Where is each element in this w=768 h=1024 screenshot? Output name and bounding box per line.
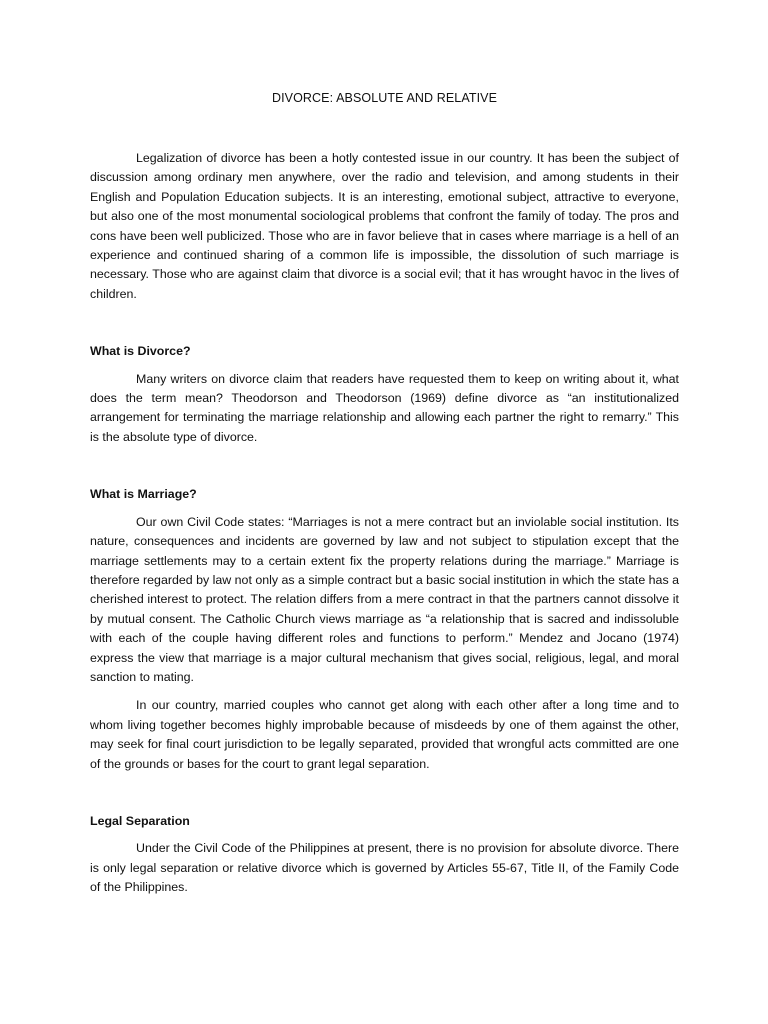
legal-separation-paragraph: Under the Civil Code of the Philippines at present, there is no provision for absolute divorce. There is only legal separation or relative divorce which is governed by Articles 55-67, Title II, of the Family Code of the Philippines.: [90, 841, 679, 895]
intro-paragraph: Legalization of divorce has been a hotly contested issue in our country. It has been the subject of discussion among ordinary men anywhere, over the radio and television, and among students in their English and Population Education subjects. It is an interesting, emotional subject, attractive to everyone, but also one of the most monumental sociological problems that confront the family of today. The pros and cons have been well publicized. Those who are in favor believe that in cases where marriage is a hell of an experience and continued sharing of a common life is impossible, the dissolution of such marriage is necessary. Those who are against claim that divorce is a social evil; that it has wrought havoc in the lives of children.: [90, 151, 679, 301]
marriage-civil-code-paragraph: Our own Civil Code states: “Marriages is not a mere contract but an inviolable social institution. Its nature, consequences and incidents are governed by law and not subject to stipulation except that the marriage settlements may to a certain extent fix the property relations during the marriage.” Marriage is therefore regarded by law not only as a simple contract but a basic social institution in which the state has a cherished interest to protect. The relation differs from a mere contract in that the partners cannot dissolve it by mutual consent. The Catholic Church views marriage as “a relationship that is sacred and indissoluble with each of the couple having different roles and functions to perform.” Mendez and Jocano (1974) express the view that marriage is a major cultural mechanism that gives social, religious, legal, and moral sanction to mating.: [90, 514, 679, 684]
married-couples-paragraph: In our country, married couples who cannot get along with each other after a long time and to whom living together becomes highly improbable because of misdeeds by one of them against the other, may seek for final court jurisdiction to be legally separated, provided that wrongful acts committed are one of the grounds or bases for the court to grant legal separation.: [90, 698, 679, 771]
document-body: [90, 88, 679, 898]
divorce-definition-paragraph: Many writers on divorce claim that readers have requested them to keep on writing about it, what does the term mean? Theodorson and Theodorson (1969) define divorce as “an institutionalized arrangement for terminating the marriage relationship and allowing each partner the right to remarry.” This is the absolute type of divorce.: [90, 371, 679, 444]
heading-legal-separation: Legal Separation: [90, 813, 190, 828]
heading-what-is-marriage: What is Marriage?: [90, 487, 197, 502]
document-title: DIVORCE: ABSOLUTE AND RELATIVE: [271, 91, 498, 105]
heading-what-is-divorce: What is Divorce?: [90, 344, 191, 359]
